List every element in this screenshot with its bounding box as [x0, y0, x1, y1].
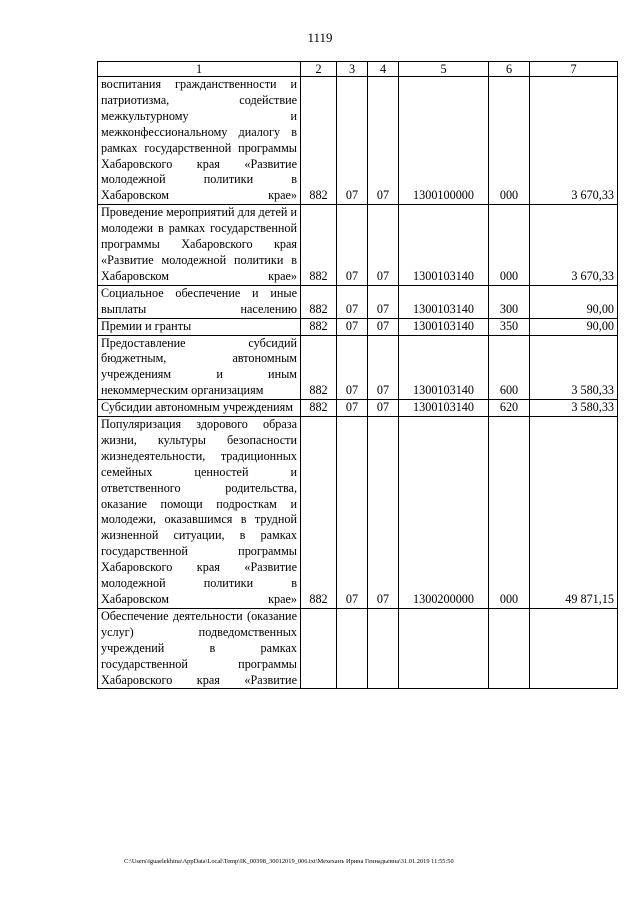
- row-subsection: 07: [368, 285, 399, 318]
- row-amount: 90,00: [530, 318, 618, 335]
- row-section: 07: [337, 77, 368, 205]
- header-col-4: 4: [368, 62, 399, 77]
- row-name: Премии и гранты: [98, 318, 301, 335]
- row-target-code: 1300200000: [399, 417, 489, 609]
- row-section: 07: [337, 400, 368, 417]
- row-ministry: 882: [301, 205, 337, 286]
- row-target-code: 1300103140: [399, 400, 489, 417]
- row-amount: 3 580,33: [530, 400, 618, 417]
- row-section: 07: [337, 335, 368, 400]
- row-expense-type: 350: [489, 318, 530, 335]
- row-expense-type: 000: [489, 77, 530, 205]
- row-section: 07: [337, 205, 368, 286]
- table-row: [98, 77, 618, 205]
- row-name: Обеспечение деятельности (оказание услуг) подведомственных учреждений в рамках государственной программы Хабаровского края «Развитие: [98, 608, 301, 689]
- header-col-6: 6: [489, 62, 530, 77]
- row-subsection: 07: [368, 417, 399, 609]
- row-target-code: 1300103140: [399, 335, 489, 400]
- row-expense-type: 000: [489, 205, 530, 286]
- row-ministry: 882: [301, 77, 337, 205]
- table-row: [98, 335, 618, 400]
- row-expense-type: 000: [489, 417, 530, 609]
- row-amount: [530, 608, 618, 689]
- row-amount: 3 670,33: [530, 205, 618, 286]
- header-col-2: 2: [301, 62, 337, 77]
- row-section: [337, 608, 368, 689]
- table-row: [98, 285, 618, 318]
- row-ministry: 882: [301, 318, 337, 335]
- row-expense-type: 620: [489, 400, 530, 417]
- row-ministry: 882: [301, 335, 337, 400]
- row-amount: 3 670,33: [530, 77, 618, 205]
- row-subsection: 07: [368, 335, 399, 400]
- row-name: воспитания гражданственности и патриотизма, содействие межкультурному и межконфессиональному диалогу в рамках государственной программы Хабаровского края «Развитие молодежной политики в Хабаровском крае»: [98, 77, 301, 205]
- row-amount: 49 871,15: [530, 417, 618, 609]
- row-amount: 3 580,33: [530, 335, 618, 400]
- row-subsection: 07: [368, 318, 399, 335]
- row-ministry: 882: [301, 417, 337, 609]
- row-expense-type: 600: [489, 335, 530, 400]
- row-name: Проведение мероприятий для детей и молодежи в рамках государственной программы Хабаровского края «Развитие молодежной политики в Хабаровском крае»: [98, 205, 301, 286]
- table-row: [98, 608, 618, 689]
- row-section: 07: [337, 417, 368, 609]
- header-col-7: 7: [530, 62, 618, 77]
- row-expense-type: 300: [489, 285, 530, 318]
- row-ministry: 882: [301, 285, 337, 318]
- row-subsection: 07: [368, 400, 399, 417]
- table-row: [98, 318, 618, 335]
- row-name: Субсидии автономным учреждениям: [98, 400, 301, 417]
- footer-file-path: C:\Users\iguaelekhina\AppData\Local\Temp\IK_00398_30012019_006.txt\Мехеханъ Ирина Геннадьевна\31.01.2019 11:55:50: [124, 858, 454, 865]
- row-name: Предоставление субсидий бюджетным, автономным учреждениям и иным некоммерческим организациям: [98, 335, 301, 400]
- row-target-code: 1300103140: [399, 318, 489, 335]
- table-row: [98, 417, 618, 609]
- row-name: Популяризация здорового образа жизни, культуры безопасности жизнедеятельности, традиционных семейных ценностей и ответственного родительства, оказание помощи подросткам и молодежи, оказавшимся в трудной жизненной ситуации, в рамках государственной программы Хабаровского края «Развитие молодежной политики в Хабаровском крае»: [98, 417, 301, 609]
- header-row: [98, 62, 618, 77]
- table-row: [98, 400, 618, 417]
- row-ministry: 882: [301, 400, 337, 417]
- row-subsection: 07: [368, 77, 399, 205]
- header-col-3: 3: [337, 62, 368, 77]
- header-col-5: 5: [399, 62, 489, 77]
- page-number: 1119: [307, 30, 333, 45]
- row-target-code: [399, 608, 489, 689]
- row-target-code: 1300103140: [399, 285, 489, 318]
- row-ministry: [301, 608, 337, 689]
- row-target-code: 1300103140: [399, 205, 489, 286]
- row-expense-type: [489, 608, 530, 689]
- row-amount: 90,00: [530, 285, 618, 318]
- table-row: [98, 205, 618, 286]
- row-subsection: 07: [368, 205, 399, 286]
- row-section: 07: [337, 318, 368, 335]
- row-target-code: 1300100000: [399, 77, 489, 205]
- row-name: Социальное обеспечение и иные выплаты населению: [98, 285, 301, 318]
- budget-table: [97, 61, 618, 689]
- header-col-1: 1: [98, 62, 301, 77]
- row-section: 07: [337, 285, 368, 318]
- row-subsection: [368, 608, 399, 689]
